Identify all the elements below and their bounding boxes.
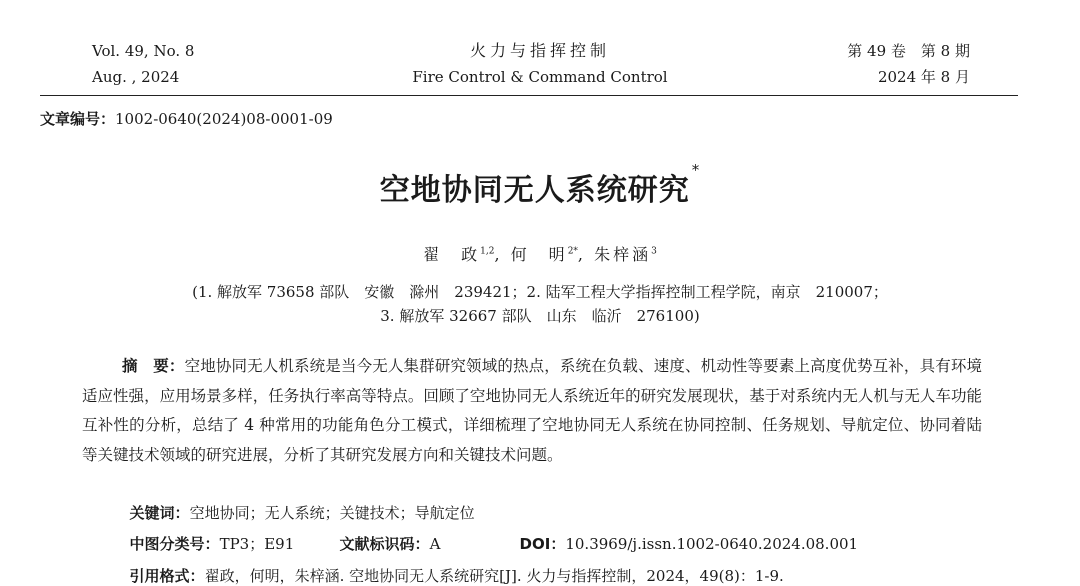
clc-value: TP3；E91 bbox=[219, 535, 295, 553]
doi-value: 10.3969/j.issn.1002-0640.2024.08.001 bbox=[565, 535, 859, 553]
keywords-value: 空地协同；无人系统；关键技术；导航定位 bbox=[189, 504, 475, 522]
doi-label: DOI： bbox=[519, 535, 566, 553]
article-number bbox=[40, 108, 333, 129]
author-affiliation-mark: 2* bbox=[567, 246, 578, 257]
citation bbox=[120, 547, 784, 586]
abstract-label: 摘 要： bbox=[122, 357, 185, 375]
header-volume-cn bbox=[847, 38, 970, 90]
citation-value: 翟政，何明，朱梓涵. 空地协同无人系统研究[J]. 火力与指挥控制，2024，49(8)：1-9. bbox=[204, 567, 784, 585]
journal-name-en: Fire Control & Command Control bbox=[412, 68, 668, 86]
doc-code-value: A bbox=[429, 535, 441, 553]
volume-issue: Vol. 49, No. 8 bbox=[92, 42, 195, 60]
journal-name-cn: 火力与指挥控制 bbox=[469, 41, 610, 60]
publication-date-en: Aug. , 2024 bbox=[92, 68, 180, 86]
header-rule bbox=[40, 95, 1018, 96]
clc-label: 中图分类号： bbox=[129, 535, 220, 553]
volume-issue-cn: 第 49 卷 第 8 期 bbox=[847, 42, 970, 60]
article-number-label: 文章编号： bbox=[40, 110, 116, 128]
paper-title-text: 空地协同无人系统研究 bbox=[379, 173, 690, 208]
article-number-value: 1002-0640(2024)08-0001-09 bbox=[115, 110, 333, 128]
paper-title bbox=[0, 161, 1080, 209]
author-name: 何 明 bbox=[510, 245, 568, 264]
author-affiliation-mark: 1,2 bbox=[480, 246, 495, 257]
title-footnote-mark: * bbox=[691, 161, 701, 179]
affiliation-line: (1. 解放军 73658 部队 安徽 滁州 239421；2. 陆军工程大学指挥控制工程学院，南京 210007； bbox=[192, 283, 888, 301]
citation-label: 引用格式： bbox=[129, 567, 205, 585]
abstract bbox=[82, 352, 982, 470]
publication-date-cn: 2024 年 8 月 bbox=[877, 68, 970, 86]
doc-code-label: 文献标识码： bbox=[339, 535, 430, 553]
abstract-text: 空地协同无人机系统是当今无人集群研究领域的热点，系统在负载、速度、机动性等要素上高度优势互补，具有环境适应性强，应用场景多样，任务执行率高等特点。回顾了空地协同无人系统近年的研究发展现状，基于对系统内无人机与无人车功能互补性的分析，总结了 4 种常用的功能角色分工模式，详细梳理了空地协同无人系统在协同控制、任务规划、导航定位、协同着陆等关键技术领域的研究进展，分析了其研究发展方向和关键技术问题。 bbox=[82, 357, 982, 464]
author-list: 翟 政$^{1,2}$, 何 明$^{2*}$, 朱梓涵$^3$ bbox=[423, 245, 657, 264]
keywords-label: 关键词： bbox=[129, 504, 190, 522]
affiliation-line: 3. 解放军 32667 部队 山东 临沂 276100) bbox=[380, 307, 700, 325]
author-name: 翟 政 bbox=[423, 245, 481, 264]
author-name: 朱梓涵 bbox=[594, 245, 652, 264]
author-affiliation-mark: 3 bbox=[651, 246, 657, 257]
